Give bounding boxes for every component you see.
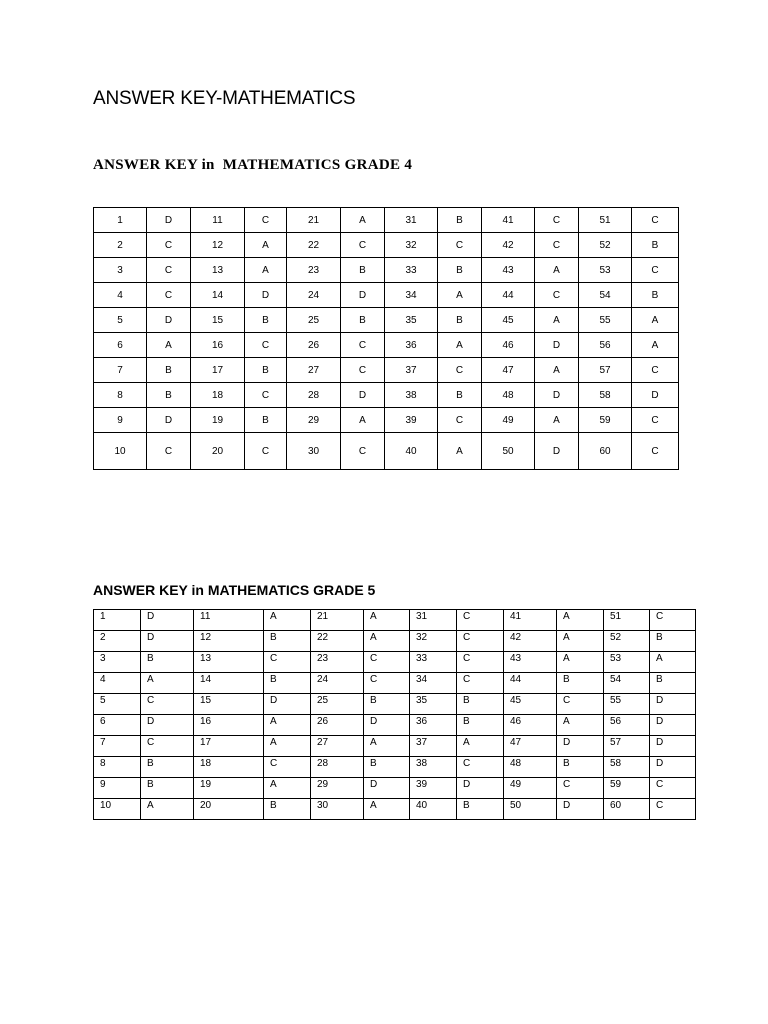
table-row	[94, 715, 696, 736]
table-row	[94, 673, 696, 694]
question-number-cell: 39	[410, 778, 457, 799]
answer-cell: D	[650, 757, 696, 778]
answer-cell: A	[141, 799, 194, 820]
answer-cell: A	[341, 208, 385, 233]
question-number-cell: 58	[579, 383, 632, 408]
answer-cell: D	[535, 333, 579, 358]
question-number-cell: 35	[385, 308, 438, 333]
question-number-cell: 24	[311, 673, 364, 694]
question-number-cell: 54	[579, 283, 632, 308]
question-number-cell: 41	[504, 610, 557, 631]
answer-cell: C	[535, 208, 579, 233]
answer-cell: A	[364, 610, 410, 631]
answer-cell: C	[632, 408, 679, 433]
question-number-cell: 14	[191, 283, 245, 308]
question-number-cell: 25	[311, 694, 364, 715]
question-number-cell: 15	[194, 694, 264, 715]
question-number-cell: 3	[94, 652, 141, 673]
answer-cell: B	[341, 308, 385, 333]
answer-cell: A	[457, 736, 504, 757]
question-number-cell: 22	[311, 631, 364, 652]
question-number-cell: 6	[94, 333, 147, 358]
table-row	[94, 799, 696, 820]
question-number-cell: 13	[191, 258, 245, 283]
question-number-cell: 20	[191, 433, 245, 470]
answer-cell: A	[650, 652, 696, 673]
answer-cell: A	[438, 333, 482, 358]
question-number-cell: 23	[287, 258, 341, 283]
answer-cell: A	[364, 631, 410, 652]
question-number-cell: 50	[504, 799, 557, 820]
answer-cell: A	[632, 333, 679, 358]
question-number-cell: 33	[410, 652, 457, 673]
answer-cell: D	[650, 736, 696, 757]
answer-cell: D	[147, 408, 191, 433]
table-row	[94, 308, 679, 333]
question-number-cell: 23	[311, 652, 364, 673]
answer-cell: D	[141, 610, 194, 631]
question-number-cell: 43	[482, 258, 535, 283]
question-number-cell: 46	[482, 333, 535, 358]
answer-cell: A	[535, 408, 579, 433]
question-number-cell: 30	[287, 433, 341, 470]
answer-cell: B	[457, 715, 504, 736]
answer-cell: B	[364, 757, 410, 778]
answer-cell: B	[457, 799, 504, 820]
answer-cell: C	[535, 233, 579, 258]
question-number-cell: 36	[385, 333, 438, 358]
question-number-cell: 7	[94, 358, 147, 383]
question-number-cell: 14	[194, 673, 264, 694]
answer-cell: C	[632, 208, 679, 233]
answer-cell: D	[147, 308, 191, 333]
question-number-cell: 6	[94, 715, 141, 736]
answer-cell: B	[245, 308, 287, 333]
question-number-cell: 37	[410, 736, 457, 757]
answer-cell: B	[438, 383, 482, 408]
answer-cell: B	[438, 208, 482, 233]
answer-cell: A	[141, 673, 194, 694]
question-number-cell: 1	[94, 208, 147, 233]
answer-cell: B	[141, 757, 194, 778]
answer-cell: C	[632, 433, 679, 470]
table-row	[94, 433, 679, 470]
answer-cell: C	[650, 610, 696, 631]
answer-cell: C	[341, 333, 385, 358]
answer-cell: C	[457, 757, 504, 778]
question-number-cell: 39	[385, 408, 438, 433]
question-number-cell: 26	[311, 715, 364, 736]
answer-cell: C	[457, 652, 504, 673]
answer-cell: A	[264, 736, 311, 757]
answer-cell: D	[557, 736, 604, 757]
answer-cell: A	[632, 308, 679, 333]
answer-cell: A	[245, 233, 287, 258]
answer-cell: C	[147, 433, 191, 470]
answer-cell: A	[557, 715, 604, 736]
answer-cell: C	[245, 383, 287, 408]
question-number-cell: 9	[94, 778, 141, 799]
answer-cell: B	[557, 673, 604, 694]
question-number-cell: 2	[94, 233, 147, 258]
grade4-heading: ANSWER KEY in MATHEMATICS GRADE 4	[93, 157, 413, 173]
grade5-answer-table	[93, 609, 696, 820]
question-number-cell: 56	[604, 715, 650, 736]
question-number-cell: 41	[482, 208, 535, 233]
question-number-cell: 26	[287, 333, 341, 358]
question-number-cell: 46	[504, 715, 557, 736]
question-number-cell: 19	[191, 408, 245, 433]
answer-cell: B	[245, 408, 287, 433]
question-number-cell: 59	[579, 408, 632, 433]
answer-cell: A	[557, 652, 604, 673]
question-number-cell: 2	[94, 631, 141, 652]
table-row	[94, 258, 679, 283]
answer-cell: C	[457, 673, 504, 694]
answer-cell: B	[264, 799, 311, 820]
question-number-cell: 47	[482, 358, 535, 383]
answer-cell: C	[264, 652, 311, 673]
question-number-cell: 11	[194, 610, 264, 631]
answer-cell: C	[535, 283, 579, 308]
answer-cell: A	[264, 715, 311, 736]
document-title: ANSWER KEY-MATHEMATICS	[93, 88, 356, 109]
question-number-cell: 8	[94, 757, 141, 778]
answer-cell: C	[141, 694, 194, 715]
question-number-cell: 4	[94, 673, 141, 694]
answer-cell: A	[557, 610, 604, 631]
question-number-cell: 34	[385, 283, 438, 308]
question-number-cell: 55	[579, 308, 632, 333]
answer-cell: C	[245, 208, 287, 233]
question-number-cell: 21	[287, 208, 341, 233]
answer-cell: D	[141, 631, 194, 652]
question-number-cell: 48	[504, 757, 557, 778]
table-row	[94, 333, 679, 358]
answer-cell: A	[264, 778, 311, 799]
question-number-cell: 38	[385, 383, 438, 408]
question-number-cell: 27	[311, 736, 364, 757]
table-row	[94, 383, 679, 408]
question-number-cell: 12	[191, 233, 245, 258]
answer-cell: A	[364, 736, 410, 757]
question-number-cell: 27	[287, 358, 341, 383]
answer-cell: A	[264, 610, 311, 631]
question-number-cell: 18	[191, 383, 245, 408]
question-number-cell: 29	[287, 408, 341, 433]
question-number-cell: 38	[410, 757, 457, 778]
question-number-cell: 49	[504, 778, 557, 799]
question-number-cell: 45	[482, 308, 535, 333]
question-number-cell: 60	[604, 799, 650, 820]
question-number-cell: 40	[385, 433, 438, 470]
question-number-cell: 54	[604, 673, 650, 694]
answer-cell: C	[147, 233, 191, 258]
question-number-cell: 44	[482, 283, 535, 308]
table-row	[94, 283, 679, 308]
question-number-cell: 11	[191, 208, 245, 233]
answer-cell: B	[141, 652, 194, 673]
answer-cell: A	[341, 408, 385, 433]
question-number-cell: 33	[385, 258, 438, 283]
answer-cell: B	[264, 631, 311, 652]
question-number-cell: 28	[287, 383, 341, 408]
answer-cell: C	[364, 673, 410, 694]
question-number-cell: 15	[191, 308, 245, 333]
question-number-cell: 19	[194, 778, 264, 799]
answer-cell: B	[141, 778, 194, 799]
answer-cell: D	[650, 715, 696, 736]
question-number-cell: 60	[579, 433, 632, 470]
question-number-cell: 47	[504, 736, 557, 757]
question-number-cell: 10	[94, 799, 141, 820]
question-number-cell: 59	[604, 778, 650, 799]
answer-cell: C	[147, 258, 191, 283]
question-number-cell: 55	[604, 694, 650, 715]
answer-cell: C	[557, 778, 604, 799]
answer-cell: C	[245, 333, 287, 358]
answer-cell: D	[341, 383, 385, 408]
table-row	[94, 757, 696, 778]
answer-cell: C	[341, 433, 385, 470]
question-number-cell: 25	[287, 308, 341, 333]
question-number-cell: 51	[604, 610, 650, 631]
table-row	[94, 408, 679, 433]
answer-cell: A	[535, 258, 579, 283]
question-number-cell: 50	[482, 433, 535, 470]
answer-cell: D	[147, 208, 191, 233]
question-number-cell: 42	[482, 233, 535, 258]
question-number-cell: 29	[311, 778, 364, 799]
answer-cell: B	[557, 757, 604, 778]
answer-cell: B	[438, 258, 482, 283]
question-number-cell: 13	[194, 652, 264, 673]
table-row	[94, 736, 696, 757]
question-number-cell: 17	[194, 736, 264, 757]
answer-cell: B	[632, 283, 679, 308]
question-number-cell: 49	[482, 408, 535, 433]
question-number-cell: 16	[194, 715, 264, 736]
question-number-cell: 34	[410, 673, 457, 694]
answer-cell: D	[650, 694, 696, 715]
answer-cell: D	[364, 778, 410, 799]
question-number-cell: 30	[311, 799, 364, 820]
question-number-cell: 9	[94, 408, 147, 433]
question-number-cell: 16	[191, 333, 245, 358]
answer-cell: B	[457, 694, 504, 715]
answer-cell: C	[438, 358, 482, 383]
answer-cell: B	[632, 233, 679, 258]
question-number-cell: 52	[604, 631, 650, 652]
question-number-cell: 5	[94, 308, 147, 333]
answer-cell: B	[650, 631, 696, 652]
question-number-cell: 53	[579, 258, 632, 283]
answer-cell: B	[364, 694, 410, 715]
answer-cell: C	[438, 408, 482, 433]
answer-cell: D	[557, 799, 604, 820]
answer-cell: D	[535, 433, 579, 470]
question-number-cell: 45	[504, 694, 557, 715]
question-number-cell: 32	[410, 631, 457, 652]
question-number-cell: 32	[385, 233, 438, 258]
answer-cell: A	[147, 333, 191, 358]
question-number-cell: 56	[579, 333, 632, 358]
answer-cell: C	[650, 778, 696, 799]
answer-cell: D	[245, 283, 287, 308]
question-number-cell: 42	[504, 631, 557, 652]
answer-cell: A	[438, 283, 482, 308]
grade4-answer-table	[93, 207, 679, 470]
question-number-cell: 20	[194, 799, 264, 820]
answer-cell: B	[341, 258, 385, 283]
question-number-cell: 48	[482, 383, 535, 408]
answer-cell: A	[245, 258, 287, 283]
table-row	[94, 233, 679, 258]
question-number-cell: 7	[94, 736, 141, 757]
answer-cell: B	[438, 308, 482, 333]
answer-cell: B	[147, 383, 191, 408]
table-row	[94, 208, 679, 233]
answer-cell: A	[535, 308, 579, 333]
table-row	[94, 652, 696, 673]
question-number-cell: 51	[579, 208, 632, 233]
answer-cell: C	[632, 258, 679, 283]
question-number-cell: 12	[194, 631, 264, 652]
answer-cell: C	[147, 283, 191, 308]
answer-cell: C	[457, 631, 504, 652]
question-number-cell: 3	[94, 258, 147, 283]
question-number-cell: 35	[410, 694, 457, 715]
table-row	[94, 694, 696, 715]
question-number-cell: 5	[94, 694, 141, 715]
question-number-cell: 43	[504, 652, 557, 673]
question-number-cell: 1	[94, 610, 141, 631]
answer-cell: A	[438, 433, 482, 470]
answer-cell: D	[264, 694, 311, 715]
question-number-cell: 31	[410, 610, 457, 631]
answer-cell: A	[535, 358, 579, 383]
answer-cell: A	[557, 631, 604, 652]
question-number-cell: 37	[385, 358, 438, 383]
question-number-cell: 57	[604, 736, 650, 757]
answer-cell: C	[557, 694, 604, 715]
answer-cell: B	[650, 673, 696, 694]
answer-cell: C	[457, 610, 504, 631]
question-number-cell: 21	[311, 610, 364, 631]
answer-cell: D	[141, 715, 194, 736]
answer-cell: C	[245, 433, 287, 470]
answer-cell: D	[364, 715, 410, 736]
question-number-cell: 58	[604, 757, 650, 778]
table-row	[94, 631, 696, 652]
question-number-cell: 57	[579, 358, 632, 383]
question-number-cell: 53	[604, 652, 650, 673]
question-number-cell: 28	[311, 757, 364, 778]
answer-cell: C	[141, 736, 194, 757]
answer-cell: D	[457, 778, 504, 799]
answer-cell: B	[264, 673, 311, 694]
question-number-cell: 36	[410, 715, 457, 736]
question-number-cell: 17	[191, 358, 245, 383]
grade5-heading: ANSWER KEY in MATHEMATICS GRADE 5	[93, 582, 376, 598]
question-number-cell: 24	[287, 283, 341, 308]
answer-cell: D	[632, 383, 679, 408]
answer-cell: C	[264, 757, 311, 778]
answer-cell: C	[632, 358, 679, 383]
answer-cell: B	[147, 358, 191, 383]
question-number-cell: 18	[194, 757, 264, 778]
answer-cell: D	[535, 383, 579, 408]
answer-cell: C	[364, 652, 410, 673]
table-row	[94, 358, 679, 383]
answer-cell: C	[341, 358, 385, 383]
table-row	[94, 610, 696, 631]
question-number-cell: 40	[410, 799, 457, 820]
question-number-cell: 10	[94, 433, 147, 470]
question-number-cell: 4	[94, 283, 147, 308]
answer-cell: C	[438, 233, 482, 258]
table-row	[94, 778, 696, 799]
answer-cell: C	[650, 799, 696, 820]
answer-cell: C	[341, 233, 385, 258]
question-number-cell: 52	[579, 233, 632, 258]
question-number-cell: 44	[504, 673, 557, 694]
answer-cell: A	[364, 799, 410, 820]
answer-cell: D	[341, 283, 385, 308]
question-number-cell: 31	[385, 208, 438, 233]
question-number-cell: 22	[287, 233, 341, 258]
answer-cell: B	[245, 358, 287, 383]
question-number-cell: 8	[94, 383, 147, 408]
